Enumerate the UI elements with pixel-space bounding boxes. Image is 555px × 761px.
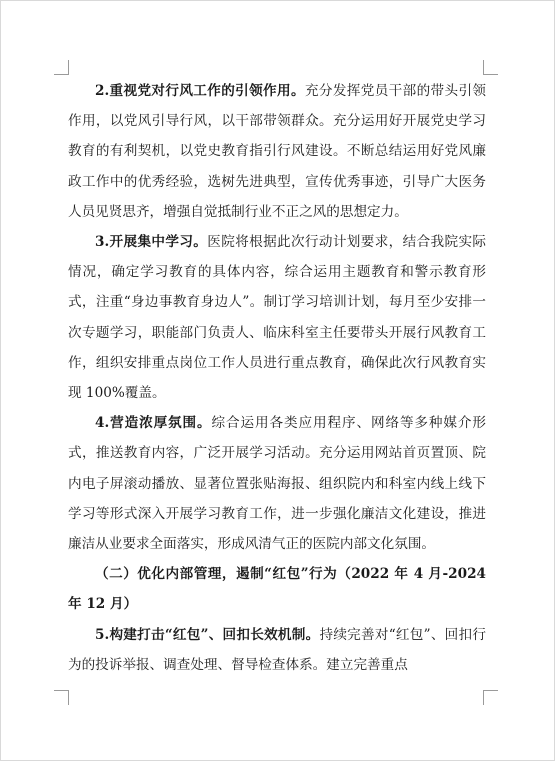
section-heading: （二）优化内部管理，遏制“红包”行为（2022 年 4 月-2024 年 12 月） (68, 566, 486, 613)
paragraph-text: 持续完善对“红包”、回扣行为的投诉举报、调查处理、督导检查体系。建立完善重点 (68, 626, 486, 673)
margin-corner-top-left (54, 60, 69, 75)
paragraph-3 (68, 227, 486, 408)
document-body (68, 76, 486, 680)
paragraph-heading: 2.重视党对行风工作的引领作用。 (95, 83, 305, 99)
paragraph-heading: 4.营造浓厚氛围。 (95, 415, 212, 432)
paragraph-text: 综合运用各类应用程序、网络等多种媒介形式，推送教育内容，广泛开展学习活动。充分运用网站首页置顶、院内电子屏滚动播放、显著位置张贴海报、组织院内和科室内线上线下学习等形式深入开展学习教育工作，进一步强化廉洁文化建设，推进廉洁从业要求全面落实，形成风清气正的医院内部文化氛围。 (68, 415, 486, 553)
paragraph-heading: 5.构建打击“红包”、回扣长效机制。 (95, 626, 320, 643)
margin-corner-top-right (483, 60, 498, 75)
paragraph-text: 充分发挥党员干部的带头引领作用，以党风引导行风，以干部带领群众。充分运用好开展党史学习教育的有利契机，以党史教育指引行风建设。不断总结运用好党风廉政工作中的优秀经验，选树先进典型，宣传优秀事迹，引导广大医务人员见贤思齐，增强自觉抵制行业不正之风的思想定力。 (68, 83, 486, 220)
paragraph-text: 医院将根据此次行动计划要求，结合我院实际情况，确定学习教育的具体内容，综合运用主题教育和警示教育形式，注重“身边事教育身边人”。制订学习培训计划，每月至少安排一次专题学习，职能部门负责人、临床科室主任要带头开展行风教育工作，组织安排重点岗位工作人员进行重点教育，确保此次行风教育实现 100%覆盖。 (68, 234, 486, 402)
margin-corner-bottom-left (54, 690, 69, 705)
paragraph-heading: 3.开展集中学习。 (95, 234, 208, 251)
margin-corner-bottom-right (483, 690, 498, 705)
paragraph-5 (68, 620, 486, 680)
paragraph-2 (68, 76, 486, 227)
paragraph-4 (68, 408, 486, 559)
